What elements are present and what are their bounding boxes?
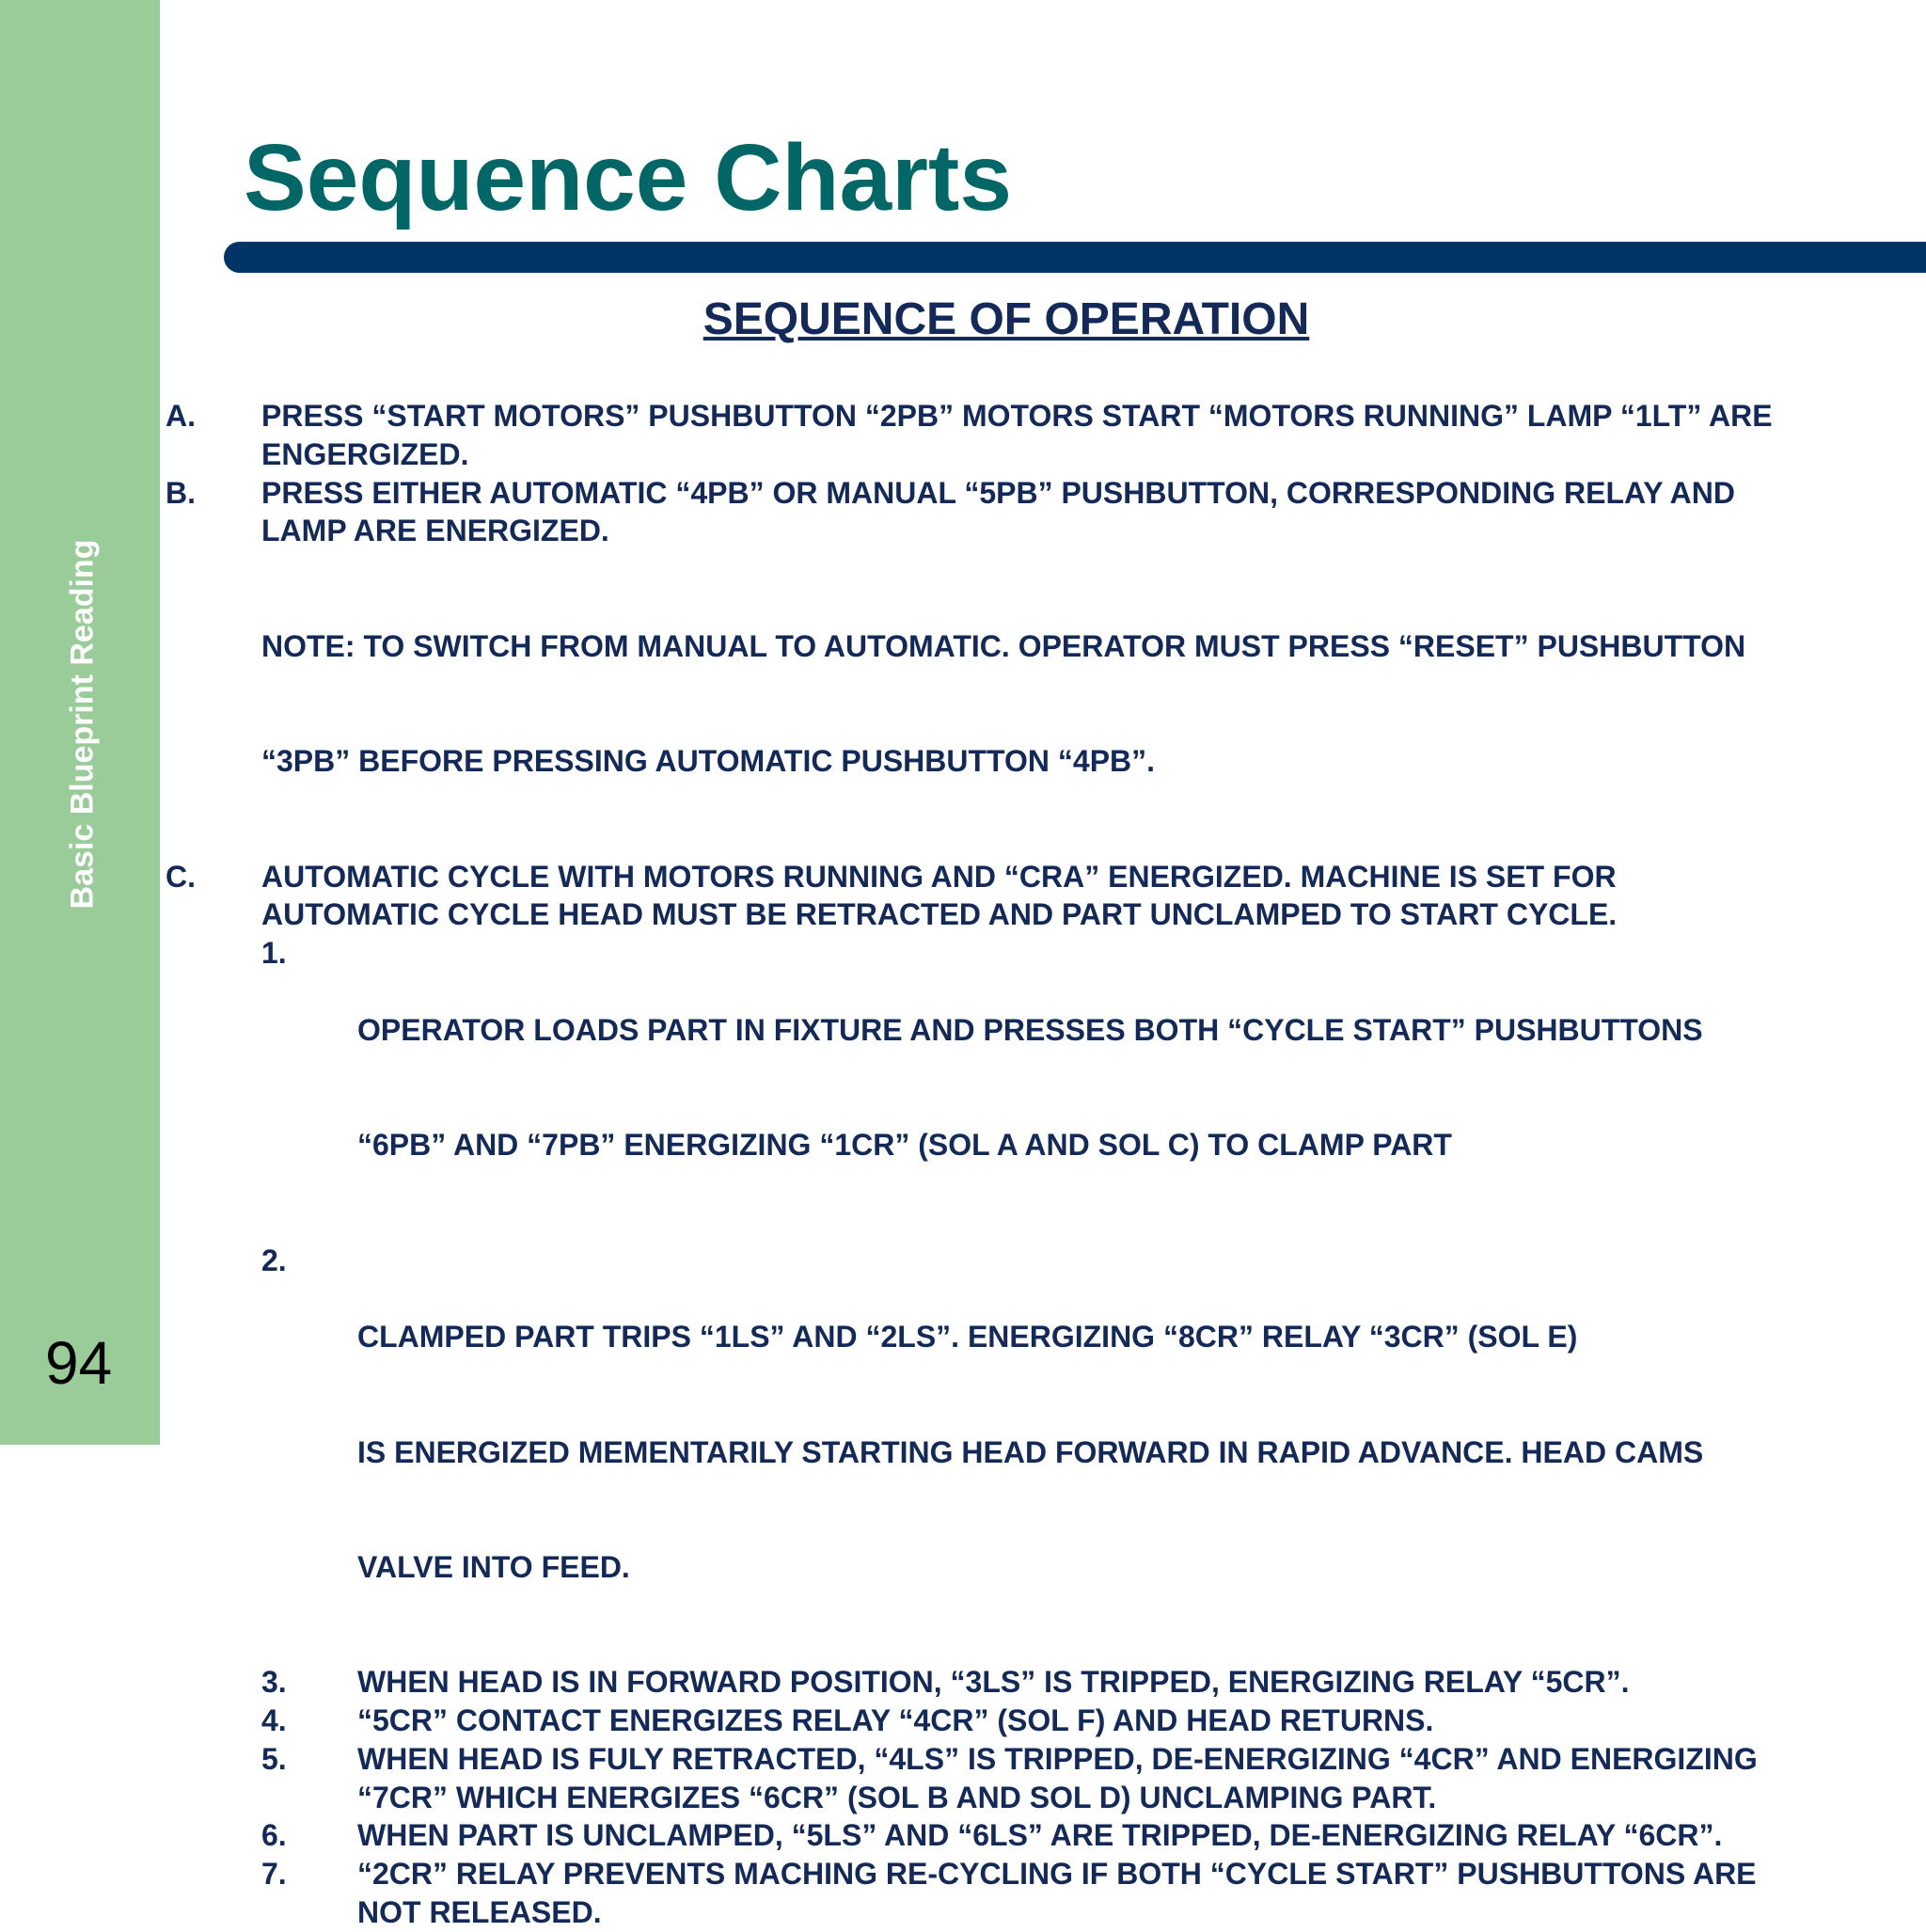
title-underline-bar [224,242,1926,273]
list-item-b [0,474,1926,551]
step-text: “7CR” WHICH ENERGIZES “6CR” (SOL B AND SOL D) UNCLAMPING PART. [357,1780,1437,1814]
step-text: “5CR” CONTACT ENERGIZES RELAY “4CR” (SOL F) AND HEAD RETURNS. [357,1703,1434,1738]
list-item-text: PRESS “START MOTORS” PUSHBUTTON “2PB” MOTORS START “MOTORS RUNNING” LAMP “1LT” ARE [261,399,1773,433]
operation-list [0,397,1926,1932]
note [0,550,1926,857]
step-text: “6PB” AND “7PB” ENERGIZING “1CR” (SOL A AND SOL C) TO CLAMP PART [357,1128,1452,1163]
step-marker: 3. [261,1665,287,1700]
step-text: “2CR” RELAY PREVENTS MACHING RE-CYCLING IF BOTH “CYCLE START” PUSHBUTTONS ARE [357,1857,1757,1892]
note-text: NOTE: TO SWITCH FROM MANUAL TO AUTOMATIC. OPERATOR MUST PRESS “RESET” PUSHBUTTON [261,628,1746,663]
step-text: OPERATOR LOADS PART IN FIXTURE AND PRESSES BOTH “CYCLE START” PUSHBUTTONS [357,1012,1703,1047]
step-item [0,1855,1926,1932]
step-marker: 5. [261,1741,287,1776]
list-item-text: ENGERGIZED. [261,436,469,471]
list-item-text: PRESS EITHER AUTOMATIC “4PB” OR MANUAL “5PB” PUSHBUTTON, CORRESPONDING RELAY AND [261,475,1735,510]
step-item [0,1740,1926,1817]
step-marker: 4. [261,1703,287,1738]
list-marker: A. [166,399,196,433]
step-text: WHEN PART IS UNCLAMPED, “5LS” AND “6LS” ARE TRIPPED, DE-ENERGIZING RELAY “6CR”. [357,1818,1723,1853]
step-marker: 7. [261,1857,287,1892]
note-text: “3PB” BEFORE PRESSING AUTOMATIC PUSHBUTTON “4PB”. [261,744,1156,779]
list-item-a [0,397,1926,474]
step-marker: 2. [261,1243,287,1277]
step-item [0,1816,1926,1855]
step-marker: 6. [261,1818,287,1853]
step-item [0,1663,1926,1702]
step-text: CLAMPED PART TRIPS “1LS” AND “2LS”. ENERGIZING “8CR” RELAY “3CR” (SOL E) [357,1320,1578,1354]
section-heading: SEQUENCE OF OPERATION [703,294,1310,344]
list-item-text: AUTOMATIC CYCLE HEAD MUST BE RETRACTED AND PART UNCLAMPED TO START CYCLE. [261,897,1618,932]
step-text: IS ENERGIZED MEMENTARILY STARTING HEAD FORWARD IN RAPID ADVANCE. HEAD CAMS [357,1434,1704,1469]
step-text: WHEN HEAD IS IN FORWARD POSITION, “3LS” IS TRIPPED, ENERGIZING RELAY “5CR”. [357,1665,1630,1700]
list-marker: C. [166,859,196,894]
step-item [0,1242,1926,1664]
step-item [0,934,1926,1241]
step-text: WHEN HEAD IS FULY RETRACTED, “4LS” IS TRIPPED, DE-ENERGIZING “4CR” AND ENERGIZING [357,1741,1758,1776]
page-number: 94 [45,1329,113,1397]
list-item-c [0,858,1926,935]
list-marker: B. [166,475,196,510]
step-text: NOT RELEASED. [357,1895,602,1930]
slide-title: Sequence Charts [244,125,1012,230]
step-item [0,1702,1926,1740]
list-item-text: AUTOMATIC CYCLE WITH MOTORS RUNNING AND “CRA” ENERGIZED. MACHINE IS SET FOR [261,859,1617,894]
list-item-text: LAMP ARE ENERGIZED. [261,514,609,548]
step-marker: 1. [261,936,287,971]
sidebar-label: Basic Blueprint Reading [64,539,101,910]
step-text: VALVE INTO FEED. [357,1549,630,1584]
